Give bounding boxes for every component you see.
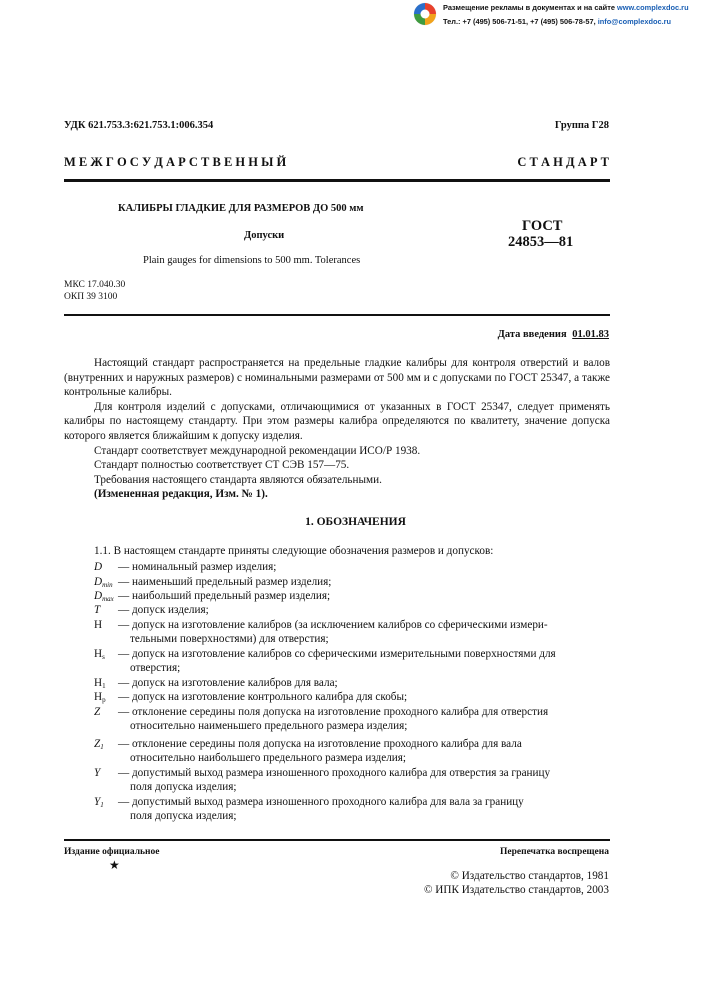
gost-label: ГОСТ (522, 218, 563, 234)
symbol: $H_1$ (94, 677, 106, 690)
symbol: T (94, 604, 101, 616)
banner-standard: С Т А Н Д А Р Т (517, 155, 609, 169)
paragraph-mandatory: Требования настоящего стандарта являются обязательными. (94, 473, 382, 486)
symbol: $Y_1$ (94, 796, 104, 809)
symbol: $Z_1$ (94, 738, 104, 751)
symbol: D (94, 561, 103, 573)
mks-code: МКС 17.040.30 (64, 280, 126, 290)
symbol: $D_{min}$ (94, 576, 113, 589)
definition-text-continued: тельными поверхностями) для отверстия; (130, 633, 329, 645)
ad-line-1 (443, 3, 689, 12)
symbol: Y (94, 767, 101, 779)
definition-text: — допуск на изготовление контрольного калибра для скобы; (118, 691, 408, 703)
definition-text: — наибольший предельный размер изделия; (118, 590, 331, 602)
symbol: $H_p$ (94, 691, 106, 704)
definition-text-continued: поля допуска изделия; (130, 781, 237, 793)
gost-number: 24853—81 (508, 234, 574, 250)
definition-text: — допустимый выход размера изношенного проходного калибра для вала за границу (118, 796, 524, 808)
ad-email-link[interactable]: info@complexdoc.ru (597, 17, 672, 26)
group-code: Группа Г28 (554, 120, 609, 131)
amendment-note: (Измененная редакция, Изм. № 1). (94, 488, 268, 501)
definition-text-continued: поля допуска изделия; (130, 810, 237, 822)
document-subtitle: Допуски (244, 230, 285, 241)
definition-text: — допуск изделия; (118, 604, 209, 616)
definition-text: — допуск на изготовление калибров со сферическими измерительными поверхностями для (118, 648, 556, 660)
udk-code: УДК 621.753.3:621.753.1:006.354 (64, 120, 214, 131)
preamble (64, 356, 610, 502)
codes-rule (64, 314, 610, 316)
section-intro: 1.1. В настоящем стандарте приняты следующие обозначения размеров и допусков: (94, 545, 494, 557)
definition-text: — отклонение середины поля допуска на изготовление проходного калибра для отверстия (118, 706, 549, 718)
paragraph-application: Для контроля изделий с допусками, отличающимися от указанных в ГОСТ 25347, следует применять калибры по настоящему стандарту. При этом размеры калибра определяются по квалитету, значение допуска которого является ближайшим к допуску изделия. (64, 400, 610, 442)
definition-text: — наименьший предельный размер изделия; (118, 576, 332, 588)
header-rule (64, 179, 610, 182)
definition-text: — отклонение середины поля допуска на изготовление проходного калибра для вала (118, 738, 522, 750)
english-title: Plain gauges for dimensions to 500 mm. Tolerances (143, 255, 361, 266)
symbol: $H_s$ (94, 648, 105, 661)
intro-date-label: Дата введения (497, 329, 567, 340)
symbol: Z (94, 706, 101, 718)
official-edition: Издание официальное (64, 847, 160, 857)
paragraph-iso: Стандарт соответствует международной рекомендации ИСО/Р 1938. (94, 444, 421, 457)
definition-text-continued: отверстия; (130, 662, 181, 674)
intro-date (498, 329, 609, 340)
copyright-1981: © Издательство стандартов, 1981 (450, 870, 609, 882)
paragraph-scope: Настоящий стандарт распространяется на предельные гладкие калибры для контроля отверстий и валов (внутренних и наружных размеров) с номинальными размерами от 500 мм и с допусками по ГОСТ 25347, а также контрольные калибры. (64, 357, 610, 399)
definition-text: — допустимый выход размера изношенного проходного калибра для отверстия за границу (118, 767, 551, 779)
definition-text: — допуск на изготовление калибров для вала; (118, 677, 338, 689)
definition-text-continued: относительно наибольшего предельного размера изделия; (130, 752, 407, 764)
star-icon: ★ (109, 858, 120, 872)
section-heading: 1. ОБОЗНАЧЕНИЯ (305, 516, 406, 528)
document-title: КАЛИБРЫ ГЛАДКИЕ ДЛЯ РАЗМЕРОВ ДО 500 мм (118, 203, 364, 214)
ad-site-link[interactable]: www.complexdoc.ru (616, 3, 689, 12)
complexdoc-logo-icon (413, 2, 437, 26)
symbol: $D_{max}$ (94, 590, 114, 603)
intro-date-value: 01.01.83 (572, 329, 609, 340)
definition-text-continued: относительно наименьшего предельного размера изделия; (130, 720, 408, 732)
paragraph-sev: Стандарт полностью соответствует СТ СЭВ 157—75. (94, 459, 350, 472)
ad-line-2-text: Тел.: +7 (495) 506-71-51, +7 (495) 506-78-57, (443, 17, 598, 26)
reprint-prohibited: Перепечатка воспрещена (499, 847, 609, 857)
ad-line-1-text: Размещение рекламы в документах и на сайте (443, 3, 617, 12)
okp-code: ОКП 39 3100 (64, 292, 118, 302)
definition-text: — номинальный размер изделия; (118, 561, 277, 573)
ad-banner (413, 2, 709, 28)
banner-interstate: М Е Ж Г О С У Д А Р С Т В Е Н Н Ы Й (64, 155, 287, 169)
footer-rule (64, 839, 610, 841)
definition-text: — допуск на изготовление калибров (за исключением калибров со сферическими измери- (118, 619, 548, 631)
ad-line-2 (443, 17, 671, 26)
symbol: H (94, 619, 103, 631)
copyright-2003: © ИПК Издательство стандартов, 2003 (423, 884, 609, 896)
